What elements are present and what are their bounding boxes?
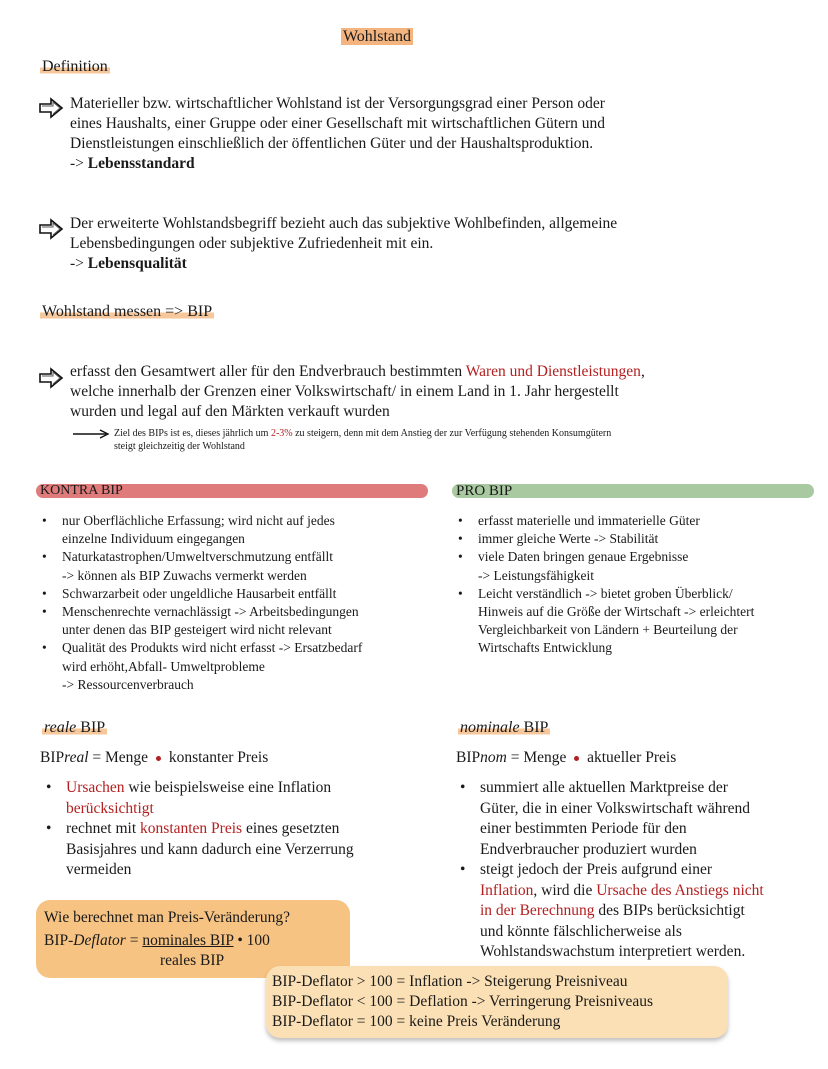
deflator-rule: BIP-Deflator < 100 = Deflation -> Verringerung Preisniveaus	[272, 993, 654, 1010]
kontra-list	[40, 512, 435, 694]
list-item: • steigt jedoch der Preis aufgrund einer Inflation, wird die Ursache des Anstiegs nicht in der Berechnung des BIPs berücksichtigt und könnte fälschlicherweise als Wohlstandswachstum interpretiert werden.	[458, 860, 828, 963]
measure-heading: Wohlstand messen => BIP	[42, 303, 213, 320]
deflator-rule: BIP-Deflator > 100 = Inflation -> Steigerung Preisniveau	[272, 973, 628, 990]
nominal-gdp-heading: nominale BIP	[460, 719, 549, 736]
nominal-gdp-formula: BIPnom = Menge aktueller Preis	[456, 749, 677, 766]
multiply-dot-icon	[574, 756, 579, 761]
list-item: • Naturkatastrophen/Umweltverschmutzung entfällt -> können als BIP Zuwachs vermerkt werden	[40, 548, 435, 584]
deflator-rule: BIP-Deflator = 100 = keine Preis Veränderung	[272, 1013, 561, 1030]
deflator-denominator: reales BIP	[160, 952, 225, 969]
list-item: • nur Oberflächliche Erfassung; wird nicht auf jedes einzelne Individuum eingegangen	[40, 512, 435, 548]
deflator-numerator: nominales BIP	[142, 932, 234, 949]
measure-paragraph: erfasst den Gesamtwert aller für den Endverbrauch bestimmten Waren und Dienstleistungen, welche innerhalb der Grenzen einer Volkswirtschaft/ in einem Land in 1. Jahr hergestellt wurden und legal auf den Märkten verkauft wurden	[70, 363, 645, 420]
arrow-right-icon	[38, 218, 64, 240]
multiply-dot-icon	[156, 756, 161, 761]
measure-note: Ziel des BIPs ist es, dieses jährlich um 2-3% zu steigern, denn mit dem Anstieg der zur Verfügung stehenden Konsumgütern steigt gleichzeitig der Wohlstand	[114, 428, 612, 452]
list-item: • rechnet mit konstanten Preis eines gesetzten Basisjahres und kann dadurch eine Verzerrung vermeiden	[44, 819, 434, 881]
list-item: • Menschenrechte vernachlässigt -> Arbeitsbedingungen unter denen das BIP gesteigert wird nicht relevant	[40, 603, 435, 639]
list-item: • Leicht verständlich -> bietet groben Überblick/ Hinweis auf die Größe der Wirtschaft -> erleichtert Vergleichbarkeit von Ländern + Beurteilung der Wirtschafts Entwicklung	[456, 585, 826, 658]
definition-heading: Definition	[42, 58, 108, 75]
real-gdp-formula: BIPreal = Menge konstanter Preis	[40, 749, 269, 766]
real-gdp-list	[44, 778, 434, 881]
arrow-right-icon	[38, 97, 64, 119]
nominal-gdp-list	[458, 778, 828, 963]
thin-arrow-icon	[72, 428, 110, 440]
list-item: • viele Daten bringen genaue Ergebnisse -> Leistungsfähigkeit	[456, 548, 826, 584]
list-item: • Ursachen wie beispielsweise eine Inflation berücksichtigt	[44, 778, 434, 819]
deflator-formula: BIP-Deflator = nominales BIP • 100	[44, 932, 270, 949]
list-item: • Qualität des Produkts wird nicht erfasst -> Ersatzbedarf wird erhöht,Abfall- Umweltprobleme -> Ressourcenverbrauch	[40, 639, 435, 694]
pro-label: PRO BIP	[456, 483, 513, 499]
real-gdp-heading: reale BIP	[44, 719, 106, 736]
list-item: • erfasst materielle und immaterielle Güter	[456, 512, 826, 530]
arrow-right-icon	[38, 367, 64, 389]
definition-paragraph-1: Materieller bzw. wirtschaftlicher Wohlstand ist der Versorgungsgrad einer Person oder eines Haushalts, einer Gruppe oder einer Gesellschaft mit wirtschaftlichen Gütern und Dienstleistungen einschließlich der öffentlichen Güter und der Haushaltsproduktion. -> Lebensstandard	[70, 95, 605, 172]
list-item: • Schwarzarbeit oder ungeldliche Hausarbeit entfällt	[40, 585, 435, 603]
page-title: Wohlstand	[342, 28, 412, 45]
list-item: • summiert alle aktuellen Marktpreise der Güter, die in einer Volkswirtschaft während einer bestimmten Periode für den Endverbraucher produziert wurden	[458, 778, 828, 860]
definition-paragraph-2: Der erweiterte Wohlstandsbegriff bezieht auch das subjektive Wohlbefinden, allgemeine Lebensbedingungen oder subjektive Zufriedenheit mit ein. -> Lebensqualität	[70, 215, 618, 272]
deflator-question: Wie berechnet man Preis-Veränderung?	[44, 909, 290, 926]
pro-list	[456, 512, 826, 658]
kontra-label: KONTRA BIP	[40, 483, 123, 498]
deflator-rules	[272, 972, 653, 1032]
list-item: • immer gleiche Werte -> Stabilität	[456, 530, 826, 548]
